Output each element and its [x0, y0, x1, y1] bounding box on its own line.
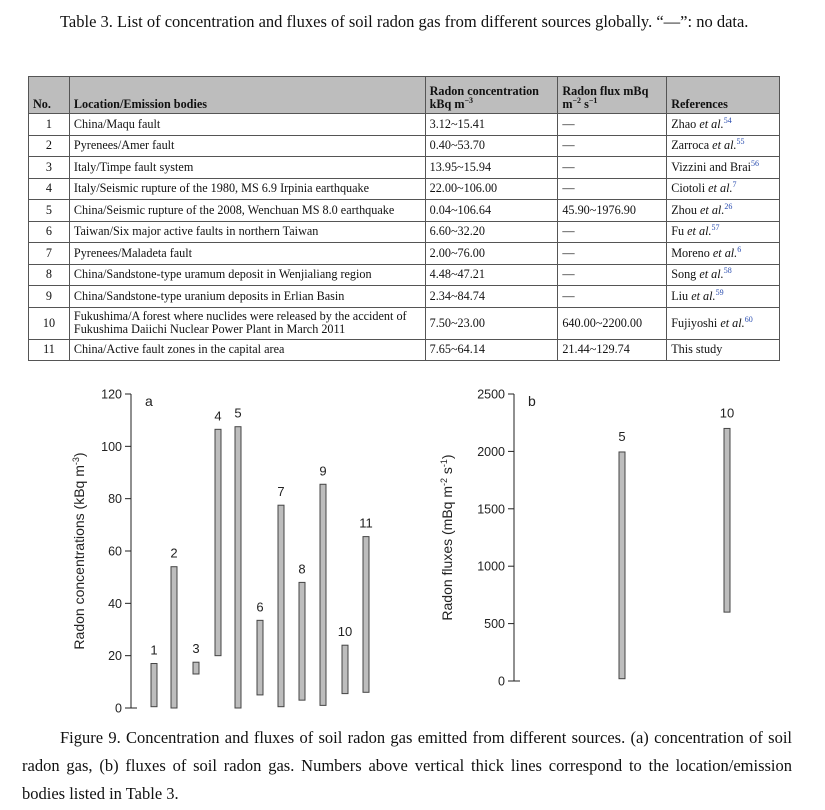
table-row	[29, 157, 780, 179]
table-caption	[22, 8, 792, 36]
bar-label-9: 9	[319, 463, 327, 479]
bar-label-5: 5	[234, 405, 242, 421]
range-bar-10	[724, 428, 730, 612]
cell-no: 3	[29, 157, 70, 179]
cell-reference: Vizzini and Brai$^{56}$	[667, 157, 780, 179]
range-bar-11	[363, 537, 369, 693]
cell-concentration: 7.50~23.00	[425, 307, 558, 339]
panel-a-concentration	[71, 388, 373, 716]
table-row	[29, 200, 780, 222]
header-location: Location/Emission bodies	[69, 77, 425, 114]
y-tick-label: 60	[108, 544, 122, 559]
table-row	[29, 339, 780, 361]
bar-label-7: 7	[277, 484, 285, 500]
cell-no: 11	[29, 339, 70, 361]
cell-no: 7	[29, 243, 70, 265]
cell-flux: —	[558, 243, 667, 265]
y-axis-title: Radon fluxes (mBq $m^{-2}$ $s^{-1}$)	[439, 454, 455, 621]
cell-location: Fukushima/A forest where nuclides were released by the accident of Fukushima Daiichi Nuclear Power Plant in March 2011	[69, 307, 425, 339]
cell-no: 9	[29, 286, 70, 308]
y-tick-label: 0	[115, 701, 122, 716]
figure-9	[0, 380, 825, 725]
cell-flux: 21.44~129.74	[558, 339, 667, 361]
range-bar-5	[235, 427, 241, 708]
bar-label-10: 10	[719, 405, 735, 421]
bar-label-2: 2	[170, 545, 178, 561]
table-row	[29, 178, 780, 200]
table-header-row	[29, 77, 780, 114]
table-row	[29, 264, 780, 286]
cell-concentration: 6.60~32.20	[425, 221, 558, 243]
cell-reference: Ciotoli et al.$^7$	[667, 178, 780, 200]
cell-reference: Fujiyoshi et al.$^{60}$	[667, 307, 780, 339]
cell-reference: Zhou et al.$^{26}$	[667, 200, 780, 222]
cell-flux: —	[558, 157, 667, 179]
radon-table	[28, 76, 780, 361]
bar-label-5: 5	[618, 428, 626, 444]
figure-caption-text: Figure 9. Concentration and fluxes of soil radon gas emitted from different sources. (a) concentration of soil radon gas, (b) fluxes of soil radon gas. Numbers above vertical thick lines correspond to the location/emission bodies listed in Table 3.	[22, 728, 792, 803]
bar-label-3: 3	[192, 641, 200, 657]
cell-no: 6	[29, 221, 70, 243]
y-axis-title: Radon concentrations (kBq $m^{-3}$)	[71, 452, 87, 650]
table-row	[29, 221, 780, 243]
cell-reference: Zhao et al.$^{54}$	[667, 114, 780, 136]
cell-reference: Liu et al.$^{59}$	[667, 286, 780, 308]
y-tick-label: 2000	[477, 444, 505, 459]
y-tick-label: 1000	[477, 559, 505, 574]
table-row	[29, 114, 780, 136]
y-tick-label: 1500	[477, 502, 505, 517]
cell-location: China/Sandstone-type uranium deposits in Erlian Basin	[69, 286, 425, 308]
table-row	[29, 243, 780, 265]
cell-flux: —	[558, 135, 667, 157]
header-references: References	[667, 77, 780, 114]
table-body	[29, 114, 780, 361]
range-bar-5	[619, 452, 625, 679]
cell-reference: Zarroca et al.$^{55}$	[667, 135, 780, 157]
header-flux: Radon flux mBq $m^{-2}$ $s^{-1}$	[558, 77, 667, 114]
cell-location: Taiwan/Six major active faults in northern Taiwan	[69, 221, 425, 243]
range-bar-2	[171, 567, 177, 708]
y-tick-label: 40	[108, 596, 122, 611]
cell-location: China/Maqu fault	[69, 114, 425, 136]
y-tick-label: 100	[101, 439, 122, 454]
cell-concentration: 13.95~15.94	[425, 157, 558, 179]
table-row	[29, 307, 780, 339]
cell-concentration: 7.65~64.14	[425, 339, 558, 361]
cell-concentration: 2.34~84.74	[425, 286, 558, 308]
figure-caption	[22, 724, 792, 808]
cell-flux: —	[558, 264, 667, 286]
cell-reference: Song et al.$^{58}$	[667, 264, 780, 286]
cell-no: 1	[29, 114, 70, 136]
table-row	[29, 135, 780, 157]
y-tick-label: 80	[108, 492, 122, 507]
y-tick-label: 500	[484, 617, 505, 632]
panel-letter: b	[528, 393, 536, 409]
table-caption-text: Table 3. List of concentration and fluxes of soil radon gas from different sources globally. “—”: no data.	[60, 12, 749, 31]
bar-label-11: 11	[359, 515, 373, 531]
cell-location: Italy/Timpe fault system	[69, 157, 425, 179]
table-row	[29, 286, 780, 308]
cell-flux: —	[558, 286, 667, 308]
cell-flux: 45.90~1976.90	[558, 200, 667, 222]
cell-no: 5	[29, 200, 70, 222]
cell-flux: 640.00~2200.00	[558, 307, 667, 339]
range-bar-4	[215, 429, 221, 655]
cell-location: Pyrenees/Amer fault	[69, 135, 425, 157]
bar-label-4: 4	[214, 408, 222, 424]
cell-concentration: 3.12~15.41	[425, 114, 558, 136]
bar-label-10: 10	[337, 624, 353, 640]
cell-no: 2	[29, 135, 70, 157]
y-tick-label: 0	[498, 674, 505, 689]
header-no: No.	[29, 77, 70, 114]
cell-concentration: 2.00~76.00	[425, 243, 558, 265]
cell-concentration: 22.00~106.00	[425, 178, 558, 200]
cell-location: China/Active fault zones in the capital area	[69, 339, 425, 361]
y-tick-label: 20	[108, 649, 122, 664]
cell-no: 8	[29, 264, 70, 286]
cell-flux: —	[558, 178, 667, 200]
range-bar-6	[257, 620, 263, 695]
cell-no: 10	[29, 307, 70, 339]
cell-reference: Fu et al.$^{57}$	[667, 221, 780, 243]
bar-label-6: 6	[256, 599, 264, 615]
y-tick-label: 120	[101, 387, 122, 402]
cell-concentration: 4.48~47.21	[425, 264, 558, 286]
bar-label-1: 1	[150, 642, 158, 658]
cell-concentration: 0.04~106.64	[425, 200, 558, 222]
range-bar-1	[151, 664, 157, 707]
header-concentration: Radon concentration kBq $m^{-3}$	[425, 77, 558, 114]
cell-flux: —	[558, 114, 667, 136]
y-tick-label: 2500	[477, 387, 505, 402]
range-bar-9	[320, 484, 326, 705]
cell-location: Italy/Seismic rupture of the 1980, MS 6.9 Irpinia earthquake	[69, 178, 425, 200]
panel-letter: a	[145, 393, 153, 409]
bar-label-8: 8	[298, 561, 306, 577]
range-bar-7	[278, 505, 284, 706]
cell-location: China/Sandstone-type uramum deposit in Wenjialiang region	[69, 264, 425, 286]
range-bar-3	[193, 662, 199, 674]
range-bar-10	[342, 645, 348, 693]
range-bar-8	[299, 582, 305, 700]
cell-location: China/Seismic rupture of the 2008, Wenchuan MS 8.0 earthquake	[69, 200, 425, 222]
cell-reference: This study	[667, 339, 780, 361]
cell-location: Pyrenees/Maladeta fault	[69, 243, 425, 265]
panel-b-flux	[439, 388, 734, 689]
cell-no: 4	[29, 178, 70, 200]
cell-flux: —	[558, 221, 667, 243]
cell-concentration: 0.40~53.70	[425, 135, 558, 157]
cell-reference: Moreno et al.$^6$	[667, 243, 780, 265]
